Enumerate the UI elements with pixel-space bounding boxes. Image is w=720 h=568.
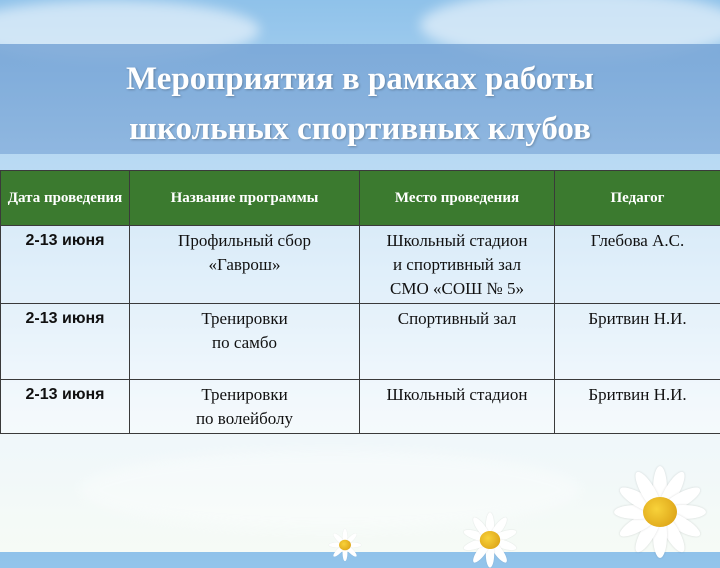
cell-program: Тренировки по самбо (130, 304, 360, 380)
header-program: Название программы (130, 171, 360, 226)
cell-place: Школьный стадион (360, 380, 555, 434)
cell-program: Тренировки по волейболу (130, 380, 360, 434)
header-teacher: Педагог (555, 171, 720, 226)
table-row (1, 380, 720, 434)
cell-teacher: Бритвин Н.И. (555, 304, 720, 380)
cell-program: Профильный сбор «Гаврош» (130, 226, 360, 304)
table-header-row (1, 171, 720, 226)
events-table (0, 170, 720, 434)
table-row (1, 304, 720, 380)
slide-title (0, 54, 720, 154)
header-date: Дата проведения (1, 171, 130, 226)
cell-place: Школьный стадион и спортивный зал СМО «СОШ № 5» (360, 226, 555, 304)
header-place: Место проведения (360, 171, 555, 226)
table-row (1, 226, 720, 304)
cell-teacher: Глебова А.С. (555, 226, 720, 304)
cell-teacher: Бритвин Н.И. (555, 380, 720, 434)
cell-place: Спортивный зал (360, 304, 555, 380)
title-line-1: Мероприятия в рамках работы (0, 54, 720, 104)
cell-date: 2-13 июня (1, 380, 130, 434)
cell-date: 2-13 июня (1, 304, 130, 380)
cell-date: 2-13 июня (1, 226, 130, 304)
title-line-2: школьных спортивных клубов (0, 104, 720, 154)
